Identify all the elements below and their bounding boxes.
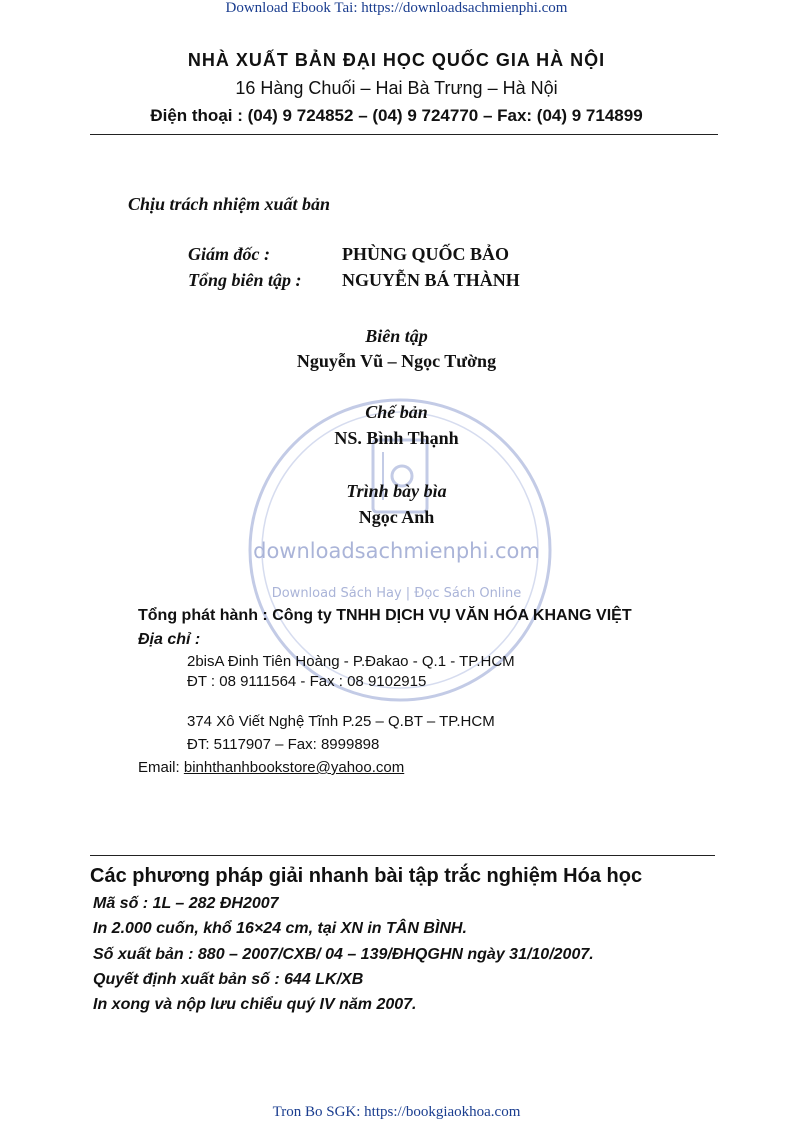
watermark-site: downloadsachmienphi.com [253, 539, 540, 563]
responsibility-heading: Chịu trách nhiệm xuất bản [128, 194, 331, 214]
editing-label: Biên tập [365, 326, 428, 346]
director-name: PHÙNG QUỐC BẢO [342, 244, 510, 264]
typesetting-label: Chế bản [365, 402, 428, 422]
typesetting-name: NS. Bình Thạnh [334, 428, 459, 448]
publisher-phone: Điện thoại : (04) 9 724852 – (04) 9 724770 – Fax: (04) 9 714899 [150, 106, 643, 125]
editor-in-chief-label: Tổng biên tập : [188, 270, 302, 290]
print-run: In 2.000 cuốn, khổ 16×24 cm, tại XN in TÂN BÌNH. [93, 920, 467, 937]
address-2-line-1: 374 Xô Viết Nghệ Tĩnh P.25 – Q.BT – TP.HCM [187, 713, 495, 730]
editing-names: Nguyễn Vũ – Ngọc Tường [296, 351, 497, 371]
publishing-decision: Quyết định xuất bản số : 644 LK/XB [93, 971, 364, 988]
book-info-divider [90, 855, 715, 856]
address-2-line-2: ĐT: 5117907 – Fax: 8999898 [187, 736, 380, 753]
cover-design-label: Trình bày bìa [346, 481, 447, 501]
email-line [138, 759, 404, 776]
editor-in-chief-name: NGUYỄN BÁ THÀNH [342, 270, 520, 290]
director-label: Giám đốc : [188, 244, 270, 264]
publication-number: Số xuất bản : 880 – 2007/CXB/ 04 – 139/ĐHQGHN ngày 31/10/2007. [93, 946, 594, 963]
top-download-link[interactable]: Download Ebook Tai: https://downloadsachmienphi.com [225, 0, 568, 16]
bottom-sgk-link[interactable]: Tron Bo SGK: https://bookgiaokhoa.com [272, 1104, 521, 1120]
publisher-address: 16 Hàng Chuối – Hai Bà Trưng – Hà Nội [235, 78, 558, 98]
distributor: Tổng phát hành : Công ty TNHH DỊCH VỤ VĂN HÓA KHANG VIỆT [138, 607, 632, 624]
email-link[interactable]: binhthanhbookstore@yahoo.com [183, 759, 405, 776]
address-1-line-2: ĐT : 08 9111564 - Fax : 08 9102915 [187, 673, 427, 690]
cover-design-name: Ngọc Anh [358, 507, 435, 527]
legal-deposit: In xong và nộp lưu chiểu quý IV năm 2007. [93, 996, 417, 1013]
publisher-name: NHÀ XUẤT BẢN ĐẠI HỌC QUỐC GIA HÀ NỘI [187, 50, 606, 70]
book-code: Mã số : 1L – 282 ĐH2007 [93, 895, 279, 912]
header-divider [90, 134, 718, 135]
watermark-tagline: Download Sách Hay | Đọc Sách Online [271, 586, 522, 601]
book-title: Các phương pháp giải nhanh bài tập trắc nghiệm Hóa học [90, 865, 643, 887]
email-label: Email: [138, 759, 180, 776]
address-label: Địa chỉ : [138, 631, 201, 648]
address-1-line-1: 2bisA Đinh Tiên Hoàng - P.Đakao - Q.1 - TP.HCM [187, 653, 515, 670]
